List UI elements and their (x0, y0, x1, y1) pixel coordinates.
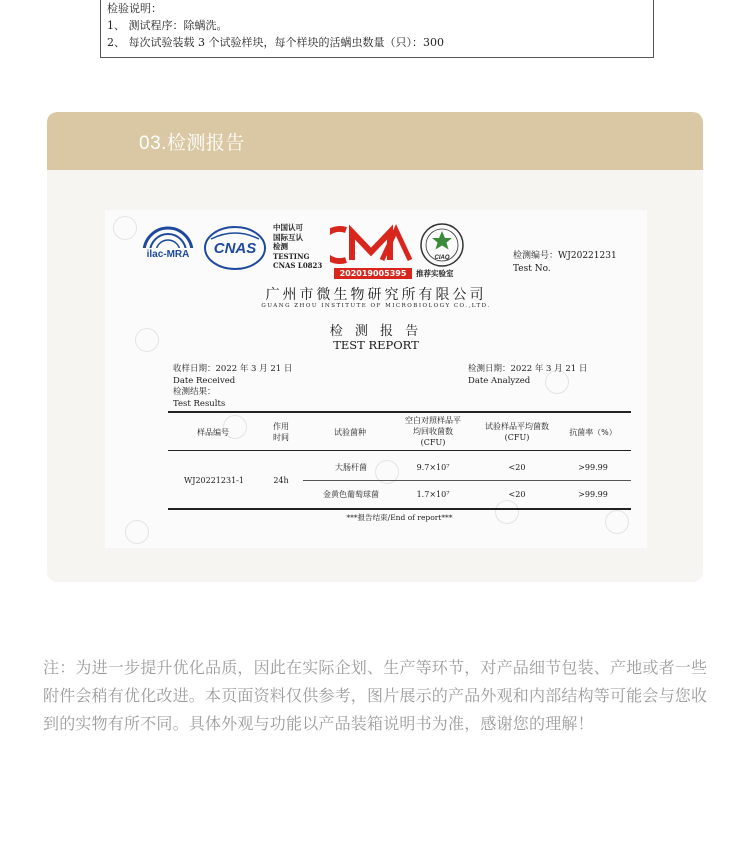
time-cell: 24h (273, 476, 289, 485)
test-number-label: 检测编号： (513, 251, 559, 261)
header-blank-3: (CFU) (420, 438, 446, 447)
analyzed-label: 检测日期： (468, 364, 511, 374)
section-header (47, 112, 703, 170)
disclaimer-note: 注：为进一步提升优化品质，因此在实际企划、生产等环节，对产品细节包装、产地或者一些附件会稍有优化改进。本页面资料仅供参考，图片展示的产品外观和内部结构等可能会与您收到的实物有所不同。具体外观与功能以产品装箱说明书为准，感谢您的理解！ (43, 658, 708, 733)
cnas-logo (203, 225, 267, 271)
report-title-cn: 检 测 报 告 (329, 324, 423, 339)
test-report-image (105, 210, 647, 548)
cnas-en-line-2: CNAS L0823 (273, 261, 323, 270)
test-number-block (513, 250, 617, 276)
cnas-accreditation-text (273, 223, 322, 271)
sample-no-cell: WJ20221231-1 (184, 476, 244, 485)
header-test-2: (CFU) (504, 433, 530, 442)
inspection-note-box (100, 0, 654, 58)
svg-text:CIAQ: CIAQ (434, 255, 450, 261)
table-row-rule (303, 480, 631, 481)
lab-name-cn: 广州市微生物研究所有限公司 (265, 287, 487, 303)
received-meta (173, 364, 292, 410)
analyzed-meta (468, 364, 587, 387)
header-test-1: 试验样品平均菌数 (485, 422, 549, 431)
watermark-icon (113, 216, 137, 240)
header-time-1: 作用 (273, 422, 289, 431)
cnas-en-line-1: TESTING (273, 251, 310, 261)
table-top-rule (168, 411, 631, 413)
header-time-2: 时间 (273, 433, 289, 442)
analyzed-date: 2022 年 3 月 21 日 (510, 364, 588, 374)
test-number-value: WJ20221231 (558, 251, 617, 261)
rate-cell-row-1: >99.99 (578, 463, 608, 472)
inspection-note-line-2: 2、 每次试验装载 3 个试验样块，每个样块的活螨虫数量（只）：300 (107, 36, 444, 49)
strain-cell-row-1: 大肠杆菌 (335, 463, 367, 472)
analyzed-label-en: Date Analyzed (468, 375, 531, 386)
received-label: 收样日期： (173, 364, 216, 374)
inspection-note-title: 检验说明： (107, 2, 162, 15)
test-cell-row-2: <20 (508, 490, 526, 499)
results-label: 检测结果： (173, 387, 216, 397)
end-of-report: ***报告结束/End of report*** (346, 513, 453, 522)
report-title-en: TEST REPORT (333, 338, 419, 352)
section-title: 03.检测报告 (139, 132, 245, 154)
table-bottom-rule (168, 508, 631, 510)
received-label-en: Date Received (173, 375, 236, 386)
test-number-label-en: Test No. (513, 264, 551, 274)
ilac-mra-logo (138, 222, 198, 270)
test-cell-row-1: <20 (508, 463, 526, 472)
results-label-en: Test Results (173, 398, 226, 409)
cnas-cn-line-2: 国际互认 (273, 232, 303, 242)
header-strain: 试验菌种 (334, 428, 366, 437)
cnas-cn-line-3: 检测 (273, 242, 288, 251)
cma-number: 202019005395 (334, 268, 412, 279)
strain-cell-row-2: 金黄色葡萄球菌 (323, 490, 379, 499)
header-rate: 抗菌率（%） (569, 428, 617, 437)
inspection-note-line-1: 1、 测试程序：除螨洗。 (107, 19, 228, 32)
cma-logo (330, 224, 412, 266)
table-header-rule (168, 450, 631, 451)
header-blank-1: 空白对照样品平 (405, 416, 461, 425)
lab-name-en: GUANG ZHOU INSTITUTE OF MICROBIOLOGY CO.,LTD. (261, 303, 491, 309)
blank-cell-row-1: 9.7×10⁷ (416, 463, 450, 472)
watermark-icon (125, 520, 149, 544)
cnas-cn-line-1: 中国认可 (273, 223, 303, 232)
svg-text:ilac-MRA: ilac-MRA (146, 249, 190, 260)
svg-text:CNAS: CNAS (213, 240, 257, 257)
received-date: 2022 年 3 月 21 日 (215, 364, 293, 374)
header-sample-no: 样品编号 (197, 428, 229, 437)
rate-cell-row-2: >99.99 (578, 490, 608, 499)
blank-cell-row-2: 1.7×10⁷ (416, 490, 450, 499)
ciaq-logo (419, 222, 465, 268)
ciaq-recommended-lab-label: 推荐实验室 (416, 269, 454, 278)
header-blank-2: 均回收菌数 (413, 427, 453, 436)
